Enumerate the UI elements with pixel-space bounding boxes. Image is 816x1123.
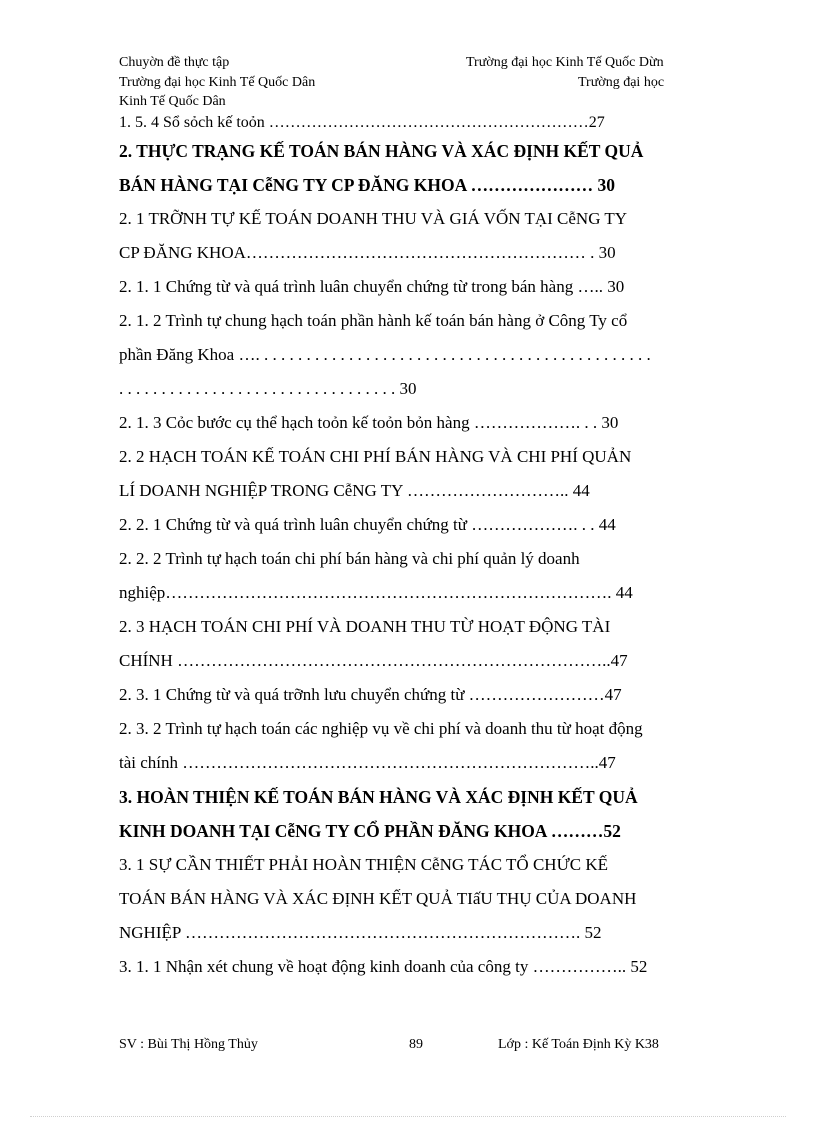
header-left-line2: Trường đại học Kinh Tế Quốc Dân — [119, 75, 316, 90]
toc-line: BÁN HÀNG TẠI CễNG TY CP ĐĂNG KHOA ………………… 30 — [119, 175, 616, 195]
header-left-line1: Chuyờn đề thực tập — [119, 55, 230, 70]
header-right-line2: Trường đại học — [578, 75, 665, 90]
toc-line: 3. 1. 1 Nhận xét chung về hoạt động kinh doanh của công ty …………….. 52 — [119, 957, 648, 976]
toc-line: 2. 1. 3 Cỏc bước cụ thể hạch toỏn kế toỏn bỏn hàng ………………. . . 30 — [119, 413, 619, 432]
toc-line: CP ĐĂNG KHOA…………………………………………………… . 30 — [119, 243, 616, 262]
footer-student-name: SV : Bùi Thị Hồng Thủy — [119, 1037, 258, 1052]
header-right-line1: Trường đại học Kinh Tế Quốc Dừn — [466, 55, 664, 70]
toc-line: 3. HOÀN THIỆN KẾ TOÁN BÁN HÀNG VÀ XÁC ĐỊNH KẾT QUẢ — [119, 787, 638, 807]
toc-line: 2. THỰC TRẠNG KẾ TOÁN BÁN HÀNG VÀ XÁC ĐỊNH KẾT QUẢ — [119, 141, 644, 161]
page-bottom-divider — [30, 1116, 786, 1117]
table-of-contents — [119, 112, 699, 984]
toc-line: 1. 5. 4 Sổ sỏch kế toỏn ……………………………………………………27 — [119, 114, 605, 131]
toc-line: . . . . . . . . . . . . . . . . . . . . . . . . . . . . . . . . . 30 — [119, 379, 417, 398]
toc-line: tài chính ………………………………………………………………..47 — [119, 753, 616, 772]
toc-line: 2. 1 TRỠNH TỰ KẾ TOÁN DOANH THU VÀ GIÁ VỐN TẠI CễNG TY — [119, 209, 628, 228]
toc-line: 2. 3. 1 Chứng từ và quá trỡnh lưu chuyển chứng từ ……………………47 — [119, 685, 622, 704]
toc-line: nghiệp……………………………………………………………………. 44 — [119, 583, 633, 602]
toc-line: 2. 1. 2 Trình tự chung hạch toán phần hành kế toán bán hàng ở Công Ty cổ — [119, 311, 628, 330]
toc-line: 2. 2 HẠCH TOÁN KẾ TOÁN CHI PHÍ BÁN HÀNG VÀ CHI PHÍ QUẢN — [119, 447, 632, 466]
toc-line: 2. 1. 1 Chứng từ và quá trình luân chuyển chứng từ trong bán hàng ….. 30 — [119, 277, 625, 296]
toc-line: LÍ DOANH NGHIỆP TRONG CễNG TY ……………………….. 44 — [119, 481, 590, 500]
footer-page-number: 89 — [409, 1037, 423, 1052]
toc-line: 2. 3. 2 Trình tự hạch toán các nghiệp vụ về chi phí và doanh thu từ hoạt động — [119, 719, 643, 738]
header-left-line3: Kinh Tế Quốc Dân — [119, 94, 226, 109]
toc-line: 2. 3 HẠCH TOÁN CHI PHÍ VÀ DOANH THU TỪ HOẠT ĐỘNG TÀI — [119, 617, 611, 636]
toc-line: KINH DOANH TẠI CễNG TY CỔ PHẦN ĐĂNG KHOA ………52 — [119, 821, 621, 841]
toc-line: phần Đăng Khoa …. . . . . . . . . . . . . . . . . . . . . . . . . . . . . . . . . . . . . . . . . . . . . . . — [119, 345, 651, 364]
toc-line: TOÁN BÁN HÀNG VÀ XÁC ĐỊNH KẾT QUẢ TIấU THỤ CỦA DOANH — [119, 889, 637, 908]
toc-line: NGHIỆP ……………………………………………………………. 52 — [119, 923, 602, 942]
toc-line: CHÍNH …………………………………………………………………..47 — [119, 651, 628, 670]
toc-line: 3. 1 SỰ CẦN THIẾT PHẢI HOÀN THIỆN CễNG TÁC TỔ CHỨC KẾ — [119, 855, 609, 874]
toc-line: 2. 2. 2 Trình tự hạch toán chi phí bán hàng và chi phí quản lý doanh — [119, 549, 580, 568]
toc-line: 2. 2. 1 Chứng từ và quá trình luân chuyển chứng từ ………………. . . 44 — [119, 515, 616, 534]
footer-class: Lớp : Kế Toán Định Kỳ K38 — [498, 1037, 659, 1052]
